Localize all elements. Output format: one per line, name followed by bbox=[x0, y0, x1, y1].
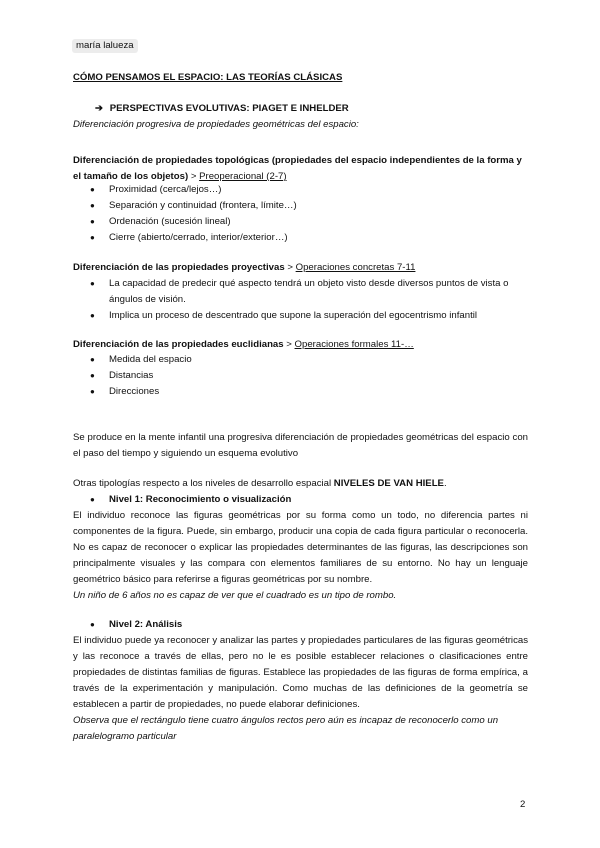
euclidean-sep: > bbox=[283, 339, 295, 350]
projective-heading-text: Diferenciación de las propiedades proyectivas bbox=[73, 262, 285, 273]
arrow-icon: ➔ bbox=[95, 103, 104, 114]
topological-list bbox=[73, 182, 528, 246]
level1-example: Un niño de 6 años no es capaz de ver que el cuadrado es un tipo de rombo. bbox=[73, 590, 397, 601]
section-heading bbox=[73, 101, 528, 117]
vanhiele-intro bbox=[73, 476, 528, 492]
vanhiele-intro-bold: NIVELES DE VAN HIELE bbox=[333, 478, 444, 489]
list-item: ● La capacidad de predecir qué aspecto tendrá un objeto visto desde diversos puntos de vista o ángulos de visión. bbox=[73, 276, 528, 308]
summary-paragraph: Se produce en la mente infantil una progresiva diferenciación de propiedades geométricas del espacio con el paso del tiempo y siguiendo un esquema evolutivo bbox=[73, 432, 528, 459]
euclidean-heading-text: Diferenciación de las propiedades euclidianas bbox=[73, 339, 284, 350]
topological-heading bbox=[73, 153, 528, 185]
level2-example: Observa que el rectángulo tiene cuatro ángulos rectos pero aún es incapaz de reconocerlo como un paralelogramo particular bbox=[73, 715, 499, 742]
level2-text: El individuo puede ya reconocer y analizar las partes y propiedades particulares de las figuras geométricas y las reconoce a través de ellas, pero no le es posible establecer relaciones o clasificaciones entre propiedades de distintas familias de figuras. Establece las propiedades de las figuras de forma empírica, a través de la experimentación y manipulación. Como muchas de las definiciones de la geometría se establecen a partir de propiedades, no puede elaborar definiciones. bbox=[73, 635, 528, 710]
euclidean-heading bbox=[73, 337, 528, 353]
topological-sep: > bbox=[188, 171, 200, 182]
projective-list bbox=[73, 276, 528, 324]
projective-heading bbox=[73, 260, 528, 276]
section-heading-text: PERSPECTIVAS EVOLUTIVAS: PIAGET E INHELDER bbox=[109, 103, 349, 114]
list-item: ● Ordenación (sucesión lineal) bbox=[73, 214, 528, 230]
section-subtitle: Diferenciación progresiva de propiedades geométricas del espacio: bbox=[73, 119, 359, 130]
level1-text: El individuo reconoce las figuras geométricas por su forma como un todo, no diferencia partes ni componentes de la figura. Puede, sin embargo, producir una copia de cada figura particular o reconocerla. No es capaz de reconocer o explicar las propiedades determinantes de las figuras, las descripciones son principalmente visuales y las compara con elementos familiares de su entorno. No hay un lenguaje geométrico básico para referirse a figuras geométricas por su nombre. bbox=[73, 510, 528, 585]
euclidean-list bbox=[73, 352, 528, 400]
level1-list bbox=[73, 492, 528, 508]
list-item: ● Distancias bbox=[73, 368, 528, 384]
list-item: ● Medida del espacio bbox=[73, 352, 528, 368]
level2-heading: ● Nivel 2: Análisis bbox=[73, 617, 528, 633]
topological-stage: Preoperacional (2-7) bbox=[199, 171, 287, 182]
topological-heading-text: Diferenciación de propiedades topológicas (propiedades del espacio independientes de la forma y el tamaño de los objetos) bbox=[73, 155, 522, 182]
vanhiele-intro-end: . bbox=[443, 478, 447, 489]
list-item: ● Cierre (abierto/cerrado, interior/exterior…) bbox=[73, 230, 528, 246]
vanhiele-intro-text: Otras tipologías respecto a los niveles de desarrollo espacial bbox=[73, 478, 334, 489]
list-item: ● Implica un proceso de descentrado que supone la superación del egocentrismo infantil bbox=[73, 308, 528, 324]
euclidean-stage: Operaciones formales 11-… bbox=[294, 339, 414, 350]
level1-heading: ● Nivel 1: Reconocimiento o visualización bbox=[73, 492, 528, 508]
projective-stage: Operaciones concretas 7-11 bbox=[295, 262, 416, 273]
projective-sep: > bbox=[284, 262, 296, 273]
page-title: CÓMO PENSAMOS EL ESPACIO: LAS TEORÍAS CLÁSICAS bbox=[73, 72, 343, 83]
list-item: ● Direcciones bbox=[73, 384, 528, 400]
list-item: ● Separación y continuidad (frontera, límite…) bbox=[73, 198, 528, 214]
list-item: ● Proximidad (cerca/lejos…) bbox=[73, 182, 528, 198]
author-tag: maría lalueza bbox=[72, 39, 138, 53]
level2-list bbox=[73, 617, 528, 633]
page-number: 2 bbox=[520, 799, 526, 810]
